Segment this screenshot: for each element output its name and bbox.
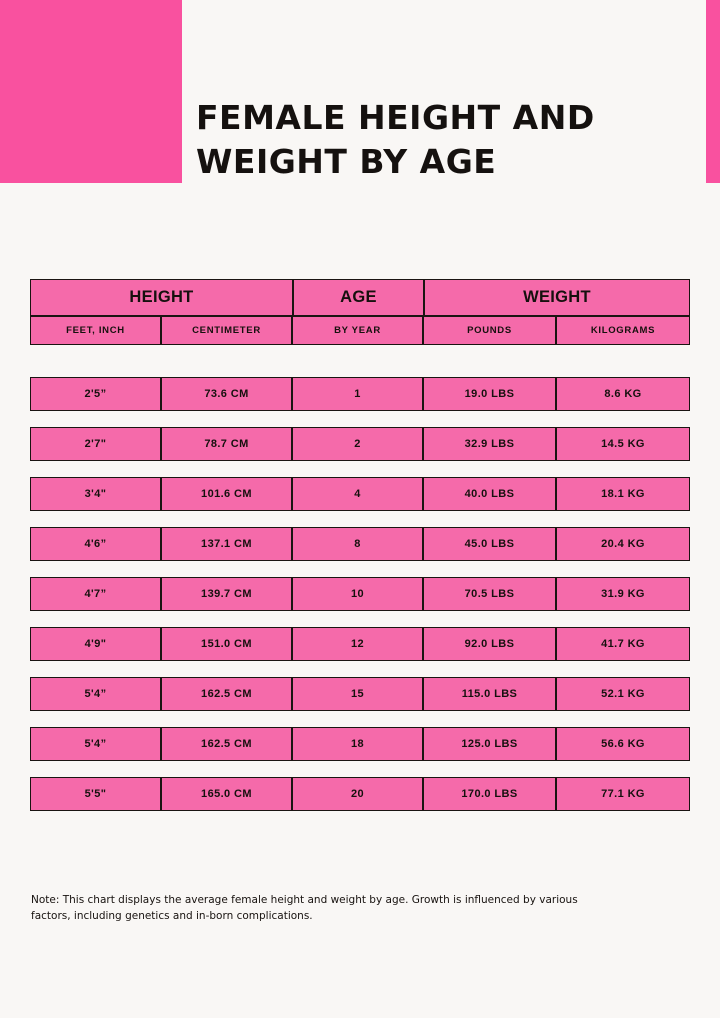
cell-feet-inch: 2'5”: [30, 377, 161, 411]
table-row: [30, 527, 690, 561]
cell-pounds: 125.0 LBS: [423, 727, 556, 761]
table-row: [30, 727, 690, 761]
sub-header-by-year: BY YEAR: [292, 316, 423, 345]
cell-kilograms: 14.5 KG: [556, 427, 690, 461]
cell-pounds: 70.5 LBS: [423, 577, 556, 611]
table-row: [30, 677, 690, 711]
cell-pounds: 40.0 LBS: [423, 477, 556, 511]
cell-centimeter: 73.6 CM: [161, 377, 292, 411]
cell-age: 8: [292, 527, 423, 561]
page-title: FEMALE HEIGHT AND WEIGHT BY AGE: [196, 98, 595, 181]
cell-kilograms: 41.7 KG: [556, 627, 690, 661]
cell-centimeter: 151.0 CM: [161, 627, 292, 661]
cell-feet-inch: 4'6”: [30, 527, 161, 561]
cell-centimeter: 162.5 CM: [161, 677, 292, 711]
cell-centimeter: 165.0 CM: [161, 777, 292, 811]
cell-age: 4: [292, 477, 423, 511]
cell-centimeter: 162.5 CM: [161, 727, 292, 761]
cell-pounds: 19.0 LBS: [423, 377, 556, 411]
cell-age: 10: [292, 577, 423, 611]
table-note: Note: This chart displays the average female height and weight by age. Growth is influenced by various factors, including genetics and in-born complications.: [31, 894, 578, 923]
table-row: [30, 577, 690, 611]
table-row: [30, 627, 690, 661]
table-group-header-row: [30, 279, 690, 316]
cell-age: 1: [292, 377, 423, 411]
sub-header-kilograms: KILOGRAMS: [556, 316, 690, 345]
cell-age: 18: [292, 727, 423, 761]
cell-pounds: 45.0 LBS: [423, 527, 556, 561]
cell-kilograms: 52.1 KG: [556, 677, 690, 711]
height-weight-table: [30, 279, 690, 811]
cell-feet-inch: 4'9": [30, 627, 161, 661]
cell-feet-inch: 5'5": [30, 777, 161, 811]
table-row: [30, 377, 690, 411]
cell-centimeter: 101.6 CM: [161, 477, 292, 511]
cell-kilograms: 56.6 KG: [556, 727, 690, 761]
sub-header-feet-inch: FEET, INCH: [30, 316, 161, 345]
group-header-height: HEIGHT: [30, 279, 293, 316]
group-header-weight: WEIGHT: [424, 279, 690, 316]
cell-kilograms: 31.9 KG: [556, 577, 690, 611]
cell-age: 20: [292, 777, 423, 811]
cell-pounds: 170.0 LBS: [423, 777, 556, 811]
cell-feet-inch: 3'4": [30, 477, 161, 511]
cell-kilograms: 20.4 KG: [556, 527, 690, 561]
sub-header-pounds: POUNDS: [423, 316, 556, 345]
cell-age: 12: [292, 627, 423, 661]
cell-feet-inch: 5'4”: [30, 677, 161, 711]
header-accent-right: [706, 0, 720, 183]
cell-centimeter: 78.7 CM: [161, 427, 292, 461]
cell-pounds: 92.0 LBS: [423, 627, 556, 661]
cell-age: 2: [292, 427, 423, 461]
cell-feet-inch: 5'4”: [30, 727, 161, 761]
cell-pounds: 32.9 LBS: [423, 427, 556, 461]
cell-kilograms: 18.1 KG: [556, 477, 690, 511]
cell-feet-inch: 2'7": [30, 427, 161, 461]
cell-pounds: 115.0 LBS: [423, 677, 556, 711]
cell-kilograms: 8.6 KG: [556, 377, 690, 411]
table-row: [30, 777, 690, 811]
table-row: [30, 477, 690, 511]
cell-feet-inch: 4'7”: [30, 577, 161, 611]
sub-header-centimeter: CENTIMETER: [161, 316, 292, 345]
cell-centimeter: 137.1 CM: [161, 527, 292, 561]
group-header-age: AGE: [293, 279, 424, 316]
header-accent-left: [0, 0, 182, 183]
cell-centimeter: 139.7 CM: [161, 577, 292, 611]
cell-kilograms: 77.1 KG: [556, 777, 690, 811]
table-row: [30, 427, 690, 461]
table-sub-header-row: [30, 316, 690, 345]
cell-age: 15: [292, 677, 423, 711]
